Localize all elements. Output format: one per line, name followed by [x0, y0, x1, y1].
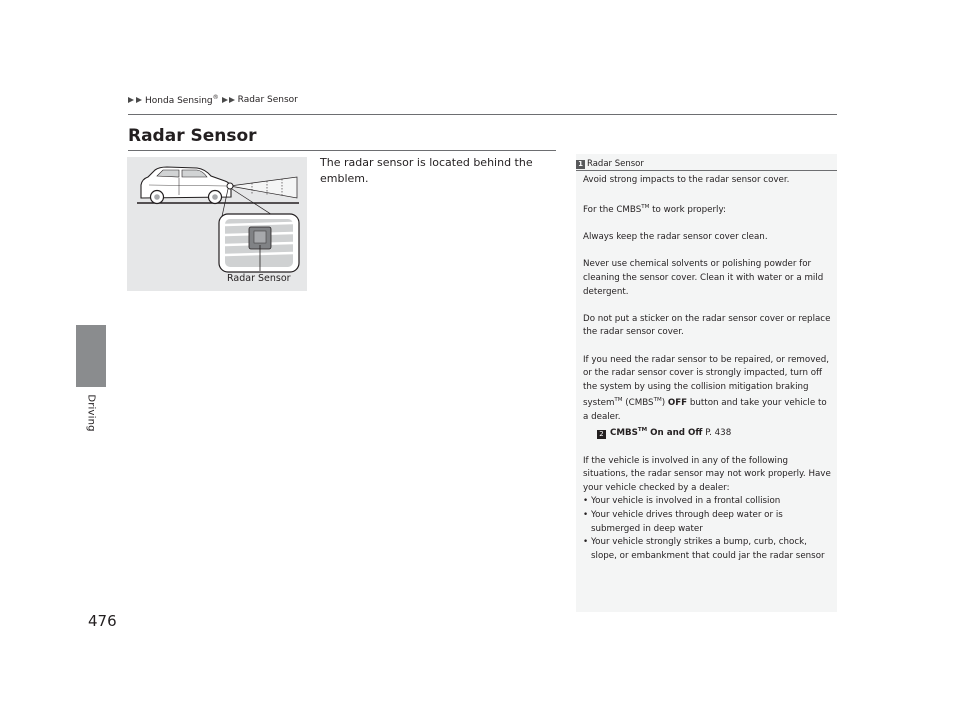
chapter-label: Driving — [85, 394, 97, 432]
note-paragraph: Always keep the radar sensor cover clean. — [583, 232, 768, 243]
breadcrumb-arrow-icon — [222, 97, 228, 103]
chapter-tab — [76, 325, 106, 387]
car-sensor-diagram — [127, 157, 307, 291]
radar-sensor-illustration — [127, 157, 307, 291]
note-content — [583, 174, 833, 563]
note-paragraph: Avoid strong impacts to the radar sensor cover. — [583, 175, 790, 185]
note-title: Radar Sensor — [587, 159, 644, 169]
note-paragraph: Never use chemical solvents or polishing powder for cleaning the sensor cover. Clean it with water or a mild detergent. — [583, 259, 824, 297]
note-paragraph: If the vehicle is involved in any of the following situations, the radar sensor may not work properly. Have your vehicle checked by a dealer: — [583, 455, 831, 493]
note-divider — [576, 170, 837, 171]
note-paragraph: Do not put a sticker on the radar sensor cover or replace the radar sensor cover. — [583, 313, 831, 338]
sensor-location-marker — [227, 183, 233, 189]
situation-list — [583, 495, 833, 563]
note-paragraph: For the CMBS™ to work properly: — [583, 204, 726, 216]
list-item: • Your vehicle drives through deep water or is submerged in deep water — [583, 509, 833, 536]
figure-caption: Radar Sensor — [227, 273, 291, 284]
title-divider — [128, 150, 556, 151]
cross-reference-link[interactable]: 2 CMBS™ On and Off P. 438 — [583, 424, 833, 440]
note-header — [576, 157, 837, 171]
header-divider — [128, 114, 837, 115]
page-title: Radar Sensor — [128, 126, 257, 146]
reference-arrow-icon: 2 — [597, 430, 606, 439]
list-item: • Your vehicle is involved in a frontal collision — [583, 495, 833, 509]
breadcrumb — [128, 93, 298, 107]
breadcrumb-arrow-icon — [128, 97, 134, 103]
breadcrumb-item-honda-sensing[interactable]: Honda Sensing® — [145, 94, 219, 106]
page-number: 476 — [88, 612, 117, 630]
breadcrumb-arrow-icon — [229, 97, 235, 103]
registered-mark: ® — [212, 94, 219, 101]
radar-beam-shape — [230, 177, 297, 198]
note-paragraph: If you need the radar sensor to be repaired, or removed, or the radar sensor cover is strongly impacted, turn off the system by using the collision mitigation braking system™ (CMBS™) OFF button and take your vehicle to a dealer. 2 CMBS™ On and Off P. 438 — [583, 354, 833, 441]
breadcrumb-item-radar-sensor: Radar Sensor — [237, 95, 298, 105]
off-button-label: OFF — [667, 398, 688, 409]
note-icon: 1 — [576, 160, 585, 169]
breadcrumb-arrow-icon — [136, 97, 142, 103]
list-item: • Your vehicle strongly strikes a bump, curb, chock, slope, or embankment that could jar the radar sensor — [583, 536, 833, 563]
breadcrumb-separator — [222, 97, 235, 103]
body-text: The radar sensor is located behind the emblem. — [320, 156, 533, 185]
